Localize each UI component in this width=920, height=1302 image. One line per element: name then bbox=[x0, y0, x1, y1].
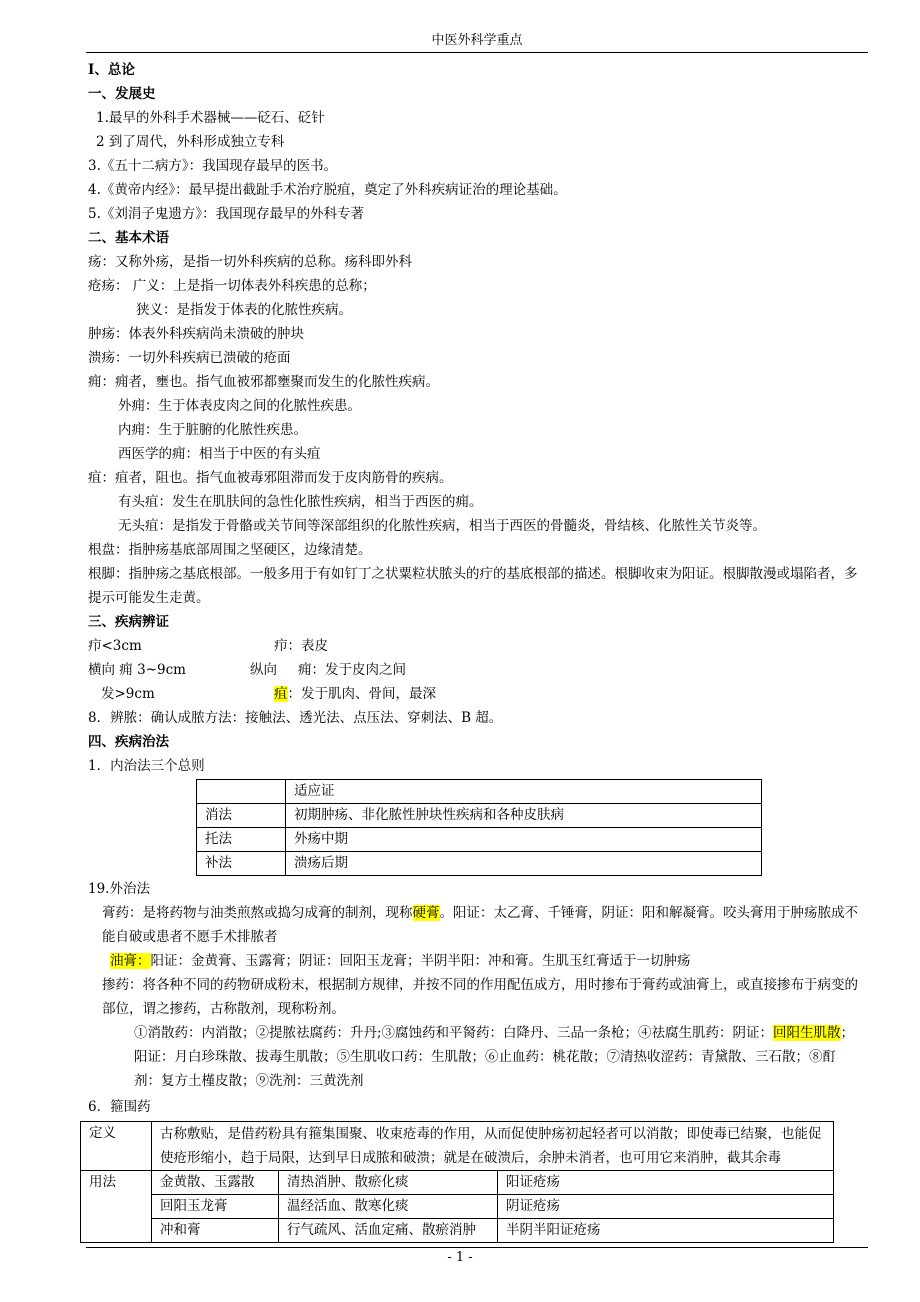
usage-cell bbox=[152, 1171, 834, 1243]
table-cell: 行气疏风、活血定痛、散瘀消肿 bbox=[279, 1219, 498, 1243]
term-line: 肿疡：体表外科疾病尚未溃破的肿块 bbox=[88, 326, 304, 342]
term-line: 溃疡：一切外科疾病已溃破的疮面 bbox=[88, 350, 291, 366]
encircling-table bbox=[80, 1121, 834, 1243]
diagnosis-size: 发>9cm bbox=[101, 686, 155, 702]
highlight-huiyang-powder: 回阳生肌散 bbox=[773, 1025, 841, 1041]
page-number: - 1 - bbox=[447, 1250, 473, 1265]
diagnosis-depth: ：发于肌肉、骨间，最深 bbox=[287, 686, 436, 702]
table-label-cell: 定义 bbox=[81, 1122, 152, 1171]
table-row bbox=[197, 780, 762, 804]
section-title-terms: 二、基本术语 bbox=[88, 230, 169, 246]
table-row bbox=[152, 1195, 833, 1219]
term-line: 疮疡： 广义：上是指一切体表外科疾患的总称； bbox=[88, 278, 376, 294]
table-row bbox=[152, 1219, 833, 1243]
powder-list-text: ；阳证：月白珍珠散、拔毒生肌散；⑤生肌收口药：生肌散；⑥止血药：桃花散；⑦清热收涩药：青黛散、三石散；⑧酊剂：复方土槿皮散；⑨洗剂：三黄洗剂 bbox=[134, 1025, 855, 1089]
encircling-title: 6．箍围药 bbox=[88, 1099, 151, 1115]
table-cell: 清热消肿、散瘀化痰 bbox=[279, 1171, 498, 1195]
highlight-ointment: 油膏： bbox=[110, 953, 151, 969]
ointment-paragraph bbox=[88, 949, 870, 973]
definition-cell: 古称敷贴，是借药粉具有箍集围聚、收束疮毒的作用，从而促使肿疡初起轻者可以消散；即使毒已结聚，也能促使疮形缩小，趋于局限，达到早日成脓和破溃；就是在破溃后，余肿未消者，也可用它来消肿，截其余毒 bbox=[152, 1122, 834, 1171]
table-cell: 托法 bbox=[197, 828, 286, 852]
page-header-title: 中医外科学重点 bbox=[431, 33, 523, 48]
table-cell: 外疡中期 bbox=[286, 828, 762, 852]
diagnosis-pus: 8．辨脓：确认成脓方法：接触法、透光法、点压法、穿刺法、B 超。 bbox=[88, 710, 503, 726]
history-item: 2 到了周代，外科形成独立专科 bbox=[96, 134, 285, 150]
table-cell: 消法 bbox=[197, 804, 286, 828]
table-row bbox=[197, 804, 762, 828]
table-row bbox=[197, 852, 762, 876]
table-row bbox=[152, 1171, 833, 1195]
diagnosis-row bbox=[88, 658, 870, 682]
diagnosis-depth: 痈：发于皮肉之间 bbox=[298, 662, 406, 678]
internal-treatment-title: 1．内治法三个总则 bbox=[88, 758, 205, 774]
usage-table bbox=[152, 1171, 833, 1242]
table-cell: 温经活血、散寒化痰 bbox=[279, 1195, 498, 1219]
term-line: 西医学的痈：相当于中医的有头疽 bbox=[118, 446, 321, 462]
powder-paragraph: 掺药：将各种不同的药物研成粉末，根据制方规律，并按不同的作用配伍成方，用时掺布于膏药或油膏上，或直接掺布于病变的部位，谓之掺药，古称散剂，现称粉剂。 bbox=[102, 977, 858, 1017]
plaster-paragraph bbox=[88, 901, 858, 949]
section-title-diagnosis: 三、疾病辨证 bbox=[88, 614, 169, 630]
table-header-cell: 适应证 bbox=[286, 780, 762, 804]
table-cell: 补法 bbox=[197, 852, 286, 876]
history-item: 3.《五十二病方》：我国现存最早的医书。 bbox=[88, 158, 338, 174]
term-line: 痈：痈者，壅也。指气血被邪都壅聚而发生的化脓性疾病。 bbox=[88, 374, 439, 390]
term-genjiao: 根脚：指肿疡之基底根部。一般多用于有如钉丁之状粟粒状脓头的疔的基底根部的描述。根脚收束为阳证。根脚散漫或塌陷者，多提示可能发生走黄。 bbox=[88, 566, 858, 606]
table-cell: 半阴半阳证疮疡 bbox=[498, 1219, 834, 1243]
diagnosis-size: 横向 痈 3~9cm bbox=[88, 662, 186, 678]
footer-rule bbox=[86, 1247, 868, 1248]
diagnosis-axis-label: 纵向 bbox=[250, 662, 277, 678]
table-cell: 回阳玉龙膏 bbox=[152, 1195, 279, 1219]
term-line: 外痈：生于体表皮肉之间的化脓性疾患。 bbox=[118, 398, 361, 414]
term-line: 无头疽：是指发于骨骼或关节间等深部组织的化脓性疾病，相当于西医的骨髓炎，骨结核、化脓性关节炎等。 bbox=[118, 518, 766, 534]
table-cell: 溃疡后期 bbox=[286, 852, 762, 876]
section-title-general: I、总论 bbox=[88, 62, 135, 78]
diagnosis-depth: 疖：表皮 bbox=[274, 638, 328, 654]
term-line: 疽：疽者，阻也。指气血被毒邪阻滞而发于皮肉筋骨的疾病。 bbox=[88, 470, 453, 486]
powder-list-text: ①消散药：内消散；②提脓祛腐药：升丹;③腐蚀药和平胬药：白降丹、三品一条枪；④祛腐生肌药：阴证： bbox=[134, 1025, 774, 1041]
diagnosis-row bbox=[88, 634, 870, 658]
table-cell: 冲和膏 bbox=[152, 1219, 279, 1243]
table-cell: 初期肿疡、非化脓性肿块性疾病和各种皮肤病 bbox=[286, 804, 762, 828]
diagnosis-row bbox=[88, 682, 870, 706]
document-content bbox=[88, 58, 870, 1243]
diagnosis-size: 疖<3cm bbox=[88, 638, 142, 654]
table-row bbox=[197, 828, 762, 852]
term-line: 有头疽：发生在肌肤间的急性化脓性疾病，相当于西医的痈。 bbox=[118, 494, 483, 510]
plaster-text: 。阳证：太乙膏、千锤膏，阴证：阳和解凝膏。咬头膏用于肿疡脓成不能自破或患者不愿手术排脓者 bbox=[102, 905, 858, 945]
history-item: 5.《刘涓子鬼遗方》：我国现存最早的外科专著 bbox=[88, 206, 365, 222]
table-cell: 阳证疮疡 bbox=[498, 1171, 834, 1195]
highlight-ju: 疽 bbox=[274, 686, 288, 702]
term-line: 疡：又称外疡，是指一切外科疾病的总称。疡科即外科 bbox=[88, 254, 412, 270]
table-label-cell: 用法 bbox=[81, 1171, 152, 1243]
table-cell: 金黄散、玉露散 bbox=[160, 1174, 255, 1190]
highlight-hard-plaster: 硬膏 bbox=[412, 905, 440, 921]
external-treatment-title: 19.外治法 bbox=[88, 881, 150, 897]
term-line: 内痈：生于脏腑的化脓性疾患。 bbox=[118, 422, 307, 438]
history-item: 4.《黄帝内经》：最早提出截趾手术治疗脱疽，奠定了外科疾病证治的理论基础。 bbox=[88, 182, 567, 198]
table-row bbox=[81, 1122, 834, 1171]
term-line: 根盘：指肿疡基底部周围之坚硬区，边缘清楚。 bbox=[88, 542, 372, 558]
powder-list bbox=[88, 1021, 860, 1093]
internal-treatment-table bbox=[196, 779, 762, 876]
plaster-text: 膏药：是将药物与油类煎熬或捣匀成膏的制剂，现称 bbox=[102, 905, 413, 921]
table-header-cell bbox=[197, 780, 286, 804]
section-title-treatment: 四、疾病治法 bbox=[88, 734, 169, 750]
history-item: 1.最早的外科手术器械——砭石、砭针 bbox=[96, 110, 325, 126]
ointment-text: 阳证：金黄膏、玉露膏；阴证：回阳玉龙膏；半阴半阳：冲和膏。生肌玉红膏适于一切肿疡 bbox=[150, 953, 691, 969]
header-rule bbox=[86, 52, 868, 53]
term-line: 狭义：是指发于体表的化脓性疾病。 bbox=[136, 302, 352, 318]
section-title-history: 一、发展史 bbox=[88, 86, 156, 102]
table-cell: 阴证疮疡 bbox=[498, 1195, 834, 1219]
table-row bbox=[81, 1171, 834, 1243]
